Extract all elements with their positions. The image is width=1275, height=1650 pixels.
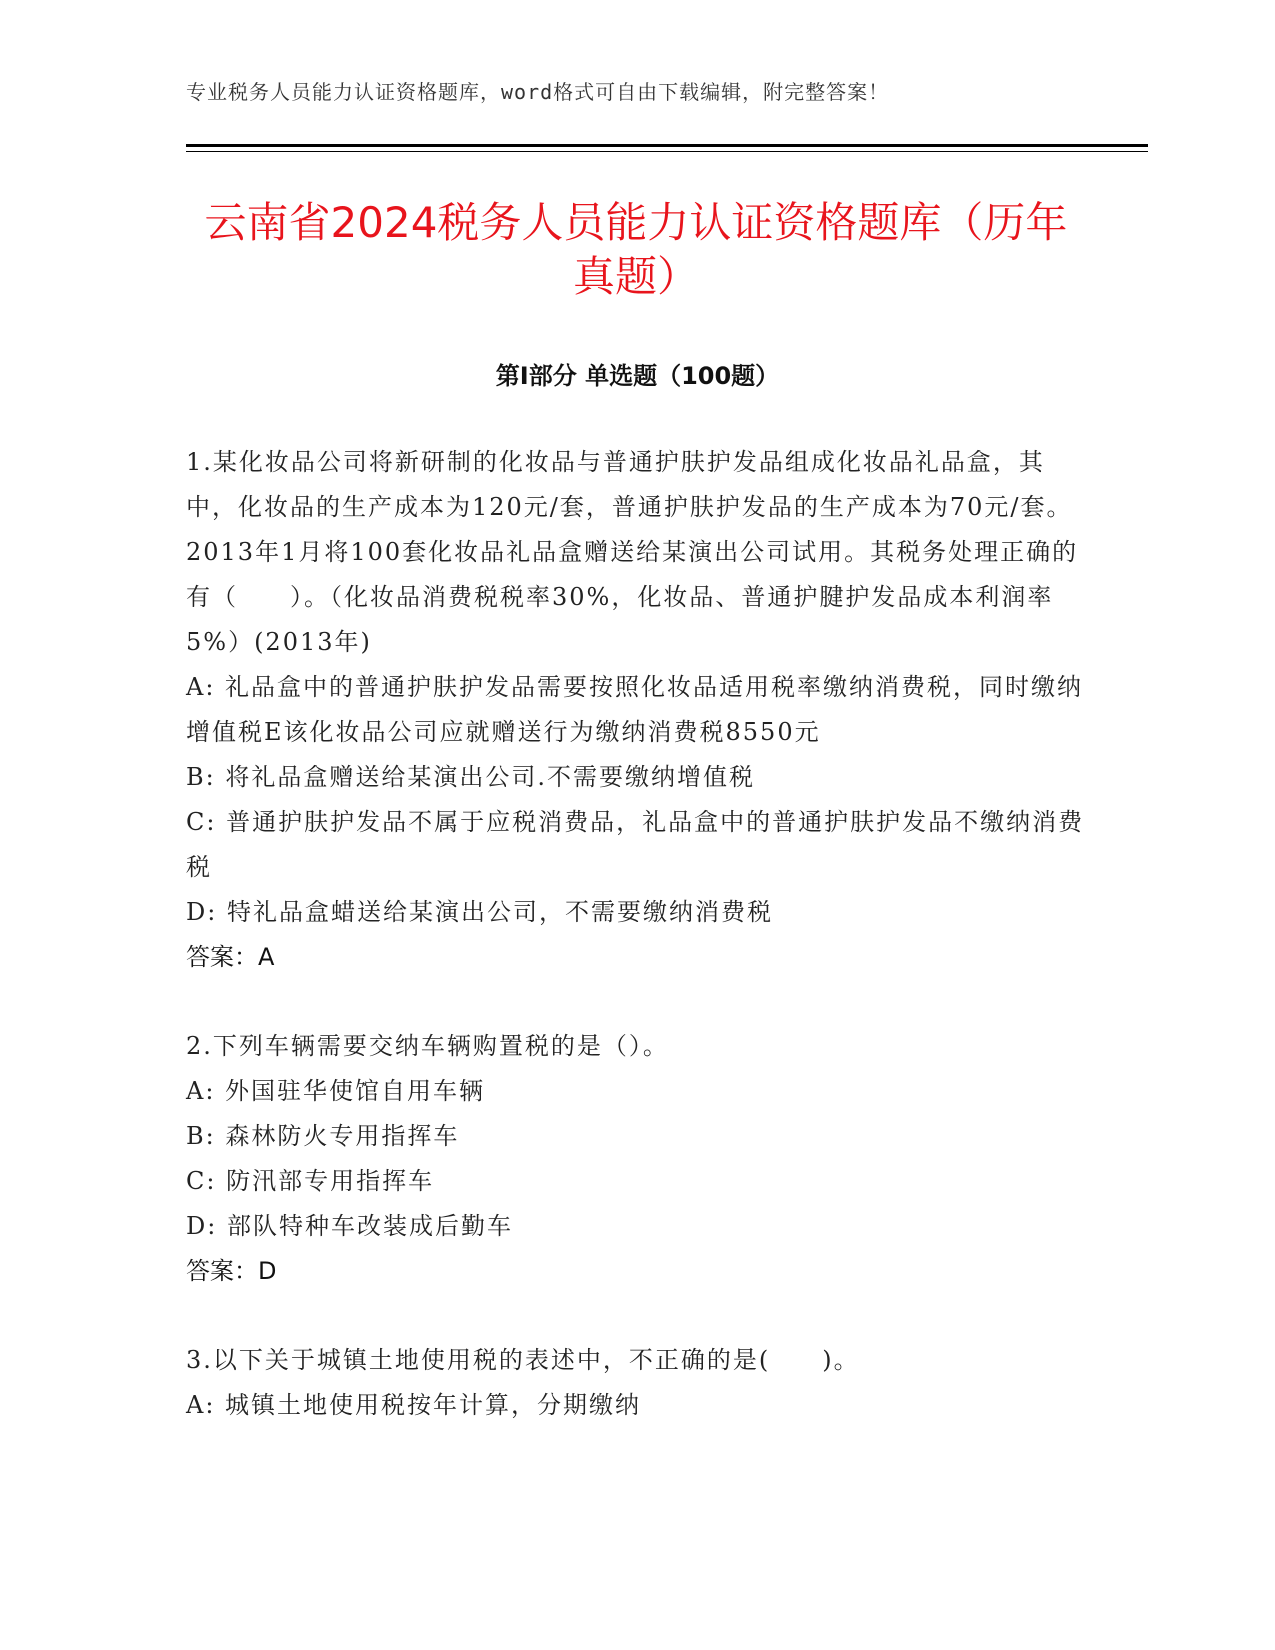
option-b: B: 将礼品盒赠送给某演出公司.不需要缴纳增值税 xyxy=(186,763,755,791)
option-c: C: 防汛部专用指挥车 xyxy=(186,1167,435,1195)
answer: 答案：A xyxy=(186,943,275,971)
question-2 xyxy=(186,1024,1086,1294)
option-b: B: 森林防火专用指挥车 xyxy=(186,1122,460,1150)
answer: 答案：D xyxy=(186,1257,277,1285)
header-divider-thick xyxy=(186,144,1148,147)
header-divider-thin xyxy=(186,151,1148,152)
question-3 xyxy=(186,1338,1086,1428)
header-note: 专业税务人员能力认证资格题库，word格式可自由下载编辑，附完整答案！ xyxy=(186,80,890,104)
question-stem: 3.以下关于城镇土地使用税的表述中，不正确的是( )。 xyxy=(186,1346,860,1374)
document-title: 云南省2024税务人员能力认证资格题库（历年真题） xyxy=(204,198,1068,301)
option-d: D: 部队特种车改装成后勤车 xyxy=(186,1212,513,1240)
option-a: A: 礼品盒中的普通护肤护发品需要按照化妆品适用税率缴纳消费税，同时缴纳增值税E该化妆品公司应就赠送行为缴纳消费税8550元 xyxy=(186,673,1084,746)
option-a: A: 外国驻华使馆自用车辆 xyxy=(186,1077,486,1105)
question-list xyxy=(186,440,1086,1472)
question-stem: 1.某化妆品公司将新研制的化妆品与普通护肤护发品组成化妆品礼品盒，其中，化妆品的生产成本为120元/套，普通护肤护发品的生产成本为70元/套。2013年1月将100套化妆品礼品盒赠送给某演出公司试用。其税务处理正确的有（ ）。（化妆品消费税税率30%，化妆品、普通护腱护发品成本利润率5%）(2013年) xyxy=(186,448,1079,656)
section-heading: 第I部分 单选题（100题） xyxy=(495,362,780,390)
question-stem: 2.下列车辆需要交纳车辆购置税的是（）。 xyxy=(186,1032,669,1060)
option-d: D: 特礼品盒蜡送给某演出公司，不需要缴纳消费税 xyxy=(186,898,773,926)
option-a: A: 城镇土地使用税按年计算，分期缴纳 xyxy=(186,1391,642,1419)
question-1 xyxy=(186,440,1086,980)
option-c: C: 普通护肤护发品不属于应税消费品，礼品盒中的普通护肤护发品不缴纳消费税 xyxy=(186,808,1085,881)
